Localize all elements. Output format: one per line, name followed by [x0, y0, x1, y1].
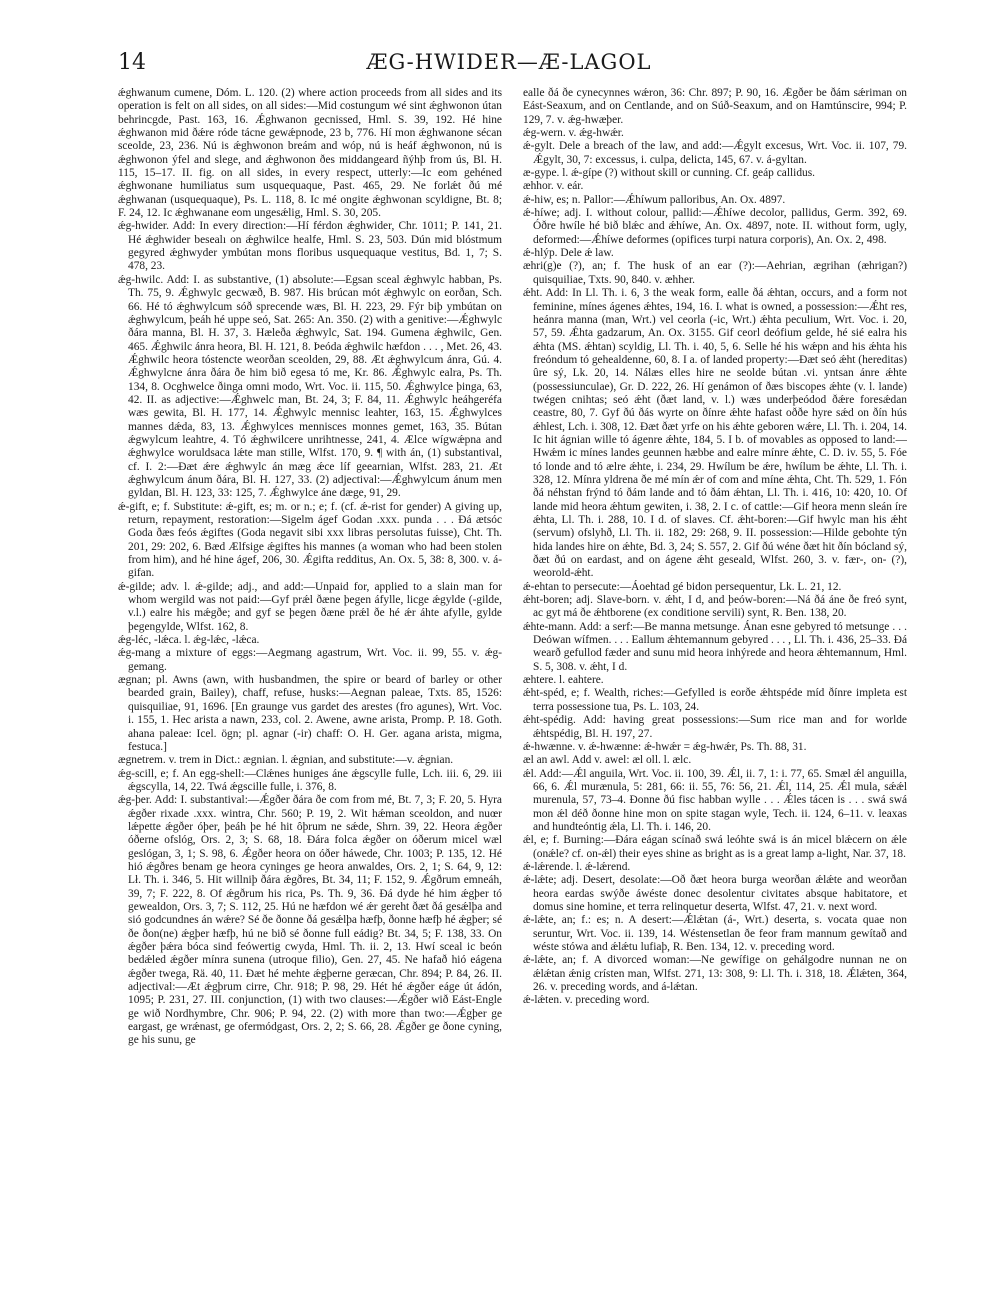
dictionary-entry: ǽ-lǽte; adj. Desert, desolate:—Oð ðæt heora burga weorðan ǽlǽte and weorðan heora eardas swýðe áwéste donec desolentur civitates absque habitatore, et domus sine homine, et terra relinquetur deserta, Wlfst. 47, 21. v. next word. [523, 874, 907, 913]
dictionary-entry: ǽg-scill, e; f. An egg-shell:—Clǽnes huniges áne ǽgscylle fulle, Lch. iii. 6, 29. iii ǽgscylla, 14, 22. Twá ǽgscille fulle, i. 376, 8. [118, 767, 502, 793]
dictionary-entry: ægnetrem. v. trem in Dict.: ægnian. l. ǽgnian, and substitute:—v. ǽgnian. [118, 754, 454, 767]
dictionary-entry: ǽ-ehtan to persecute:—Áoehtad gé bidon persequentur, Lk. L. 21, 12. [523, 580, 842, 593]
running-head: ÆG-HWIDER—Æ-LAGOL [366, 50, 652, 74]
dictionary-entry: ealle ðá ðe cynecynnes wǽron, 36: Chr. 897; P. 90, 16. Ǽgðer be ðám sǽriman on Eást-Seaxum, and on Centlande, and on Súð-Seaxum, and on Hamtúnscire, 994; P. 129, 7. v. ǽg-hwæþer. [523, 87, 907, 126]
dictionary-entry: ǽl, e; f. Burning:—Ðára eágan scínað swá leóhte swá is án micel blǽcern on ǽle (onǽle? cf. on-ǽl) their eyes shine as bright as is a great lamp a-light, Nar. 37, 18. [523, 834, 907, 860]
dictionary-entry: ǽg-hwilc. Add: I. as substantive, (1) absolute:—Egsan sceal ǽghwylc habban, Ps. Th. 75, 9. Ǽghwylc gecwæð, B. 987. His brúcan mót ǽghwylc on eorðan, Sch. 66. Hé tó ǽghwylcum sóð sprecende wæs, Bl. H. 223, 29. Fýr biþ ymbútan on ǽghwylcum, þeáh hé uppe seó, Sat. 265: An. 350. (2) with a genitive:—Ǽghwylc ðára manna, Bl. H. 37, 3. Hæleða ǽghwylc, Sat. 194. Gumena ǽghwilc, Gen. 465. Ǽghwilc ánra heora, Bl. H. 121, 8. Þeóda ǽghwilc hæfdon . . . , Met. 26, 43. Ǽghwilc heora tóstencte weorðan sceolden, 29, 88. Æt ǽghwylcum ánra, Gú. 4. Ǽghwylcne ánra ðára ðe him bið egesa tó me, Kr. 86. Ǽghwylc ealra, Ps. Th. 134, 8. Ocghwelce ðinga omni modo, Wrt. Voc. ii. 115, 50. Ǽghwylce þinga, 63, 42. II. as adjective:—Ǽghwelc man, Bt. 24, 3; F. 84, 11. Ǽghwylc heáhgeréfa wæs gewita, Bl. H. 177, 14. Ǽghwylc mennisc leahter, 163, 15. Ǽghwylces mannes dǽda, 83, 13. Ǽghwylces mennisces monnes gemet, 163, 35. Bútan ǽgwylcum leahtre, 4. Tó ǽghwilcere unrihtnesse, 241, 4. Ælce wígwǽpna and ǽghwylce woruldsaca lǽte man stille, Wlfst. 170, 9. ¶ with án, (1) substantival, cf. I. 2:—Ðæt ǽre ǽghwylc án mæg ǽce líf geearnian, Wlfst. 283, 21. Æt ǽghwylcum ánum ðára, Bl. H. 127, 33. (2) adjectival:—Ǽghwylcum ánum men gyldan, Bl. H. 123, 33: 125, 7. Ǽghwylce áne dæge, 91, 29. [118, 273, 502, 500]
dictionary-entry: ǽ-hwænne. v. ǽ-hwænne: ǽ-hwǽr = ǽg-hwǽr, Ps. Th. 88, 31. [523, 740, 807, 753]
dictionary-entry: ǽht-spédig. Add: having great possessions:—Sum rice man and for worlde ǽhtspédig, Bl. H. 197, 27. [523, 714, 907, 740]
dictionary-entry: æ-gype. l. ǽ-gípe (?) without skill or cunning. Cf. geáp callidus. [523, 167, 815, 180]
dictionary-entry: ǽ-lǽte, an; f. A divorced woman:—Ne gewífige on gehálgodre nunnan ne on ǽlǽtan ǽnig crísten man, Wlfst. 271, 13: 308, 9: Ll. Th. i. 318, 18. Ǽlǽten, 364, 26. v. preceding words, and á-lǽtan. [523, 954, 907, 994]
dictionary-entry: ǽhte-mann. Add: a serf:—Be manna metsunge. Ánan esne gebyred tó metsunge . . . Deówan wífmen. . . . Eallum ǽhtemannum gebyred . . . , Ll. Th. i. 436, 25–33. Ðá wearð gefullod fæder and sunu mid heora inhýrede and heora ǽhtemannum, Hml. S. 5, 308. v. ǽht, I d. [523, 620, 907, 673]
dictionary-entry: ǽg-hwider. Add: In every direction:—Hí férdon ǽghwider, Chr. 1011; P. 141, 21. Hé ǽghwider besealı on ǽghwilce healfe, Hml. S. 23, 503. Dún mid blóstmum gegyred ǽghwyder ymbútan mons floribus usquequaque vestitus, Bd. 1, 7; S. 478, 23. [118, 220, 502, 273]
dictionary-entry: æhri(g)e (?), an; f. The husk of an ear (?):—Aehrian, ægrihan (æhrigan?) quisquiliae, Txts. 90, 840. v. æhher. [523, 260, 907, 286]
dictionary-entry: ǽht. Add: In Ll. Th. i. 6, 3 the weak form, ealle ðá ǽhtan, occurs, and a form not feminine, mínes ágenes ǽhtes, 194, 16. I. what is owned, a possession:—Ǽht res, heánra manna (man, Wrt.) vel ceorla (-ic, Wrt.) ǽhta peculium, Wrt. Voc. i. 20, 57, 59. Ǽhta gadzarum, An. Ox. 3155. Gif ceorl deófium gelde, hé sié ealra his ǽhta (MS. ǽhtan) scyldig, Ll. Th. i. 40, 5, 6. Selle hé his wǽpn and his ǽhta his freóndum tó gehealdenne, 60, 8. I a. of landed property:—Ðæt seó ǽht (hereditas) ûre sý, Lk. 20, 14. Nálæs elles hire ne seolde bútan .vi. yntsan ánre ǽhte (possessiunculae), Gr. D. 222, 26. Hí genámon of ðæs biscopes ǽhte (v. l. lande) twégen cnihtas; seó ǽht (ðæt land, v. l.) wæs underþeódod ðǽre foresǽdan ceastre, 80, 7. Gyf ðú ðás wyrte on ðínre ǽhte hafast oððe hyre sǽd on ðín hús ǽhlest, Lch. i. 308, 12. Ðæt ðæt yrfe on his ǽhte geboren wǽre, Ll. Th. i. 204, 14. Ic hit ágnian wille tó ágenre ǽhte, 184, 5. I b. of movables as opposed to land:—Hwǽm ic mínes landes geunnen hæbbe and ealre mínre ǽhte, C. D. iv. 55, 5. Fóe tó londe and tó ælre ǽhte, i. 234, 29. Hwílum be ǽre, hwílum be ǽhte, Ll. Th. i. 328, 12. Mínra yldrena ðe mé mín ǽr of com and míne ǽhta, Cht. Th. 529, 1. Fón ðá néhstan frýnd tó ðám lande and tó ðám ǽhtan, Ll. Th. i. 416, 10: 420, 10. Of lande mid heora ǽhtum gewiten, i. 38, 2. I c. of cattle:—Gif heora menn sleán íre ǽhta, Ll. Th. i. 288, 10. I d. of slaves. Cf. ǽht-boren:—Gif hwylc man his ǽht (servum) ofslyhð, Ll. Th. ii. 182, 29: 268, 9. II. possession:—Hilde gebohte týn hida landes hire on ǽhte, Bd. 3, 24; S. 557, 2. Gif ðú wéne ðæt hit ðín bócland sý, ðæt ðú on eardast, and on ágene ǽht geseald, Wlfst. 260, 3. v. fær-, on- (?), weorold-ǽht. [523, 287, 907, 580]
dictionary-entry: æhhor. v. eár. [523, 180, 584, 193]
dictionary-entry: ǽ-lǽten. v. preceding word. [523, 994, 650, 1007]
dictionary-entry: ǽl. Add:—Ǽl anguila, Wrt. Voc. ii. 100, 39. Ǽl, ii. 7, 1: i. 77, 65. Smæl ǽl anguilla, 66, 6. Ǽl murænula, 5: 281, 66: ii. 55, 76: 56, 21. Ǽl, 114, 25. Ǽl mula, sǽǽl murenula, 57, 73–4. Ðonne ðú fisc habban wylle . . . Ǽles tácen is . . . swá swá mon ǽl déð ðonne hine mon on spite stagan wyle, Tech. ii. 124, 6–11. v. leaxas and hundteóntig ǽla, Ll. Th. i. 146, 20. [523, 767, 907, 833]
dictionary-entry: ǽht-boren; adj. Slave-born. v. ǽht, I d, and þeów-boren:—Ná ðá áne ðe freó synt, ac gyt má ðe ǽhtborene (ex conditione servili) synt, R. Ben. 138, 20. [523, 594, 907, 620]
dictionary-entry: ǽghwanum cumene, Dóm. L. 120. (2) where action proceeds from all sides and its operation is felt on all sides, on all sides:—Mid costungum wé sint ǽghwonon útan behrincgde, Past. 163, 16. Ǽghwanon gecnissed, Hml. S. 39, 192. Hé hine ǽghwanon mid ðǽre róde tácne gewǽpnode, 23 b, 776. Hí mon ǽghwanone sécan sceolde, 23, 236. Nú is ǽghwonon breám and wóp, nú is heáf ǽghwonon, nú is ǽghwonon ýfel and slege, and ǽghwonon ðes middangeard ñýhþ from ús, Bl. H. 115, 15–17. II. fig. on all sides, in every respect, utterly:—Ic eom gehéned ǽghwonane humiliatus sum usquequaque, Past. 465, 29. Ne forlǽt ðú mé ǽghwanan (usquequaque), Ps. L. 118, 8. Ic mé ongite ǽghwonan scyldigne, Bt. 8; F. 24, 12. Ic ǽghwanane eom ungesǽlig, Hml. S. 30, 205. [118, 87, 502, 220]
dictionary-entry: ǽ-hiw, es; n. Pallor:—Ǽhíwum palloribus, An. Ox. 4897. [523, 193, 786, 206]
dictionary-entry: ǽ-gilde; adv. l. ǽ-gilde; adj., and add:—Unpaid for, applied to a slain man for whom wergild was not paid:—Gyf prǽl ðæne þegen áfylle, licge ǽgylde (-gilde, v.l.) ealre his mǽgðe; and gyf se þegen ðæne prǽl ðe hé ǽr áhte afylle, gylde þegengylde, Wlfst. 162, 8. [118, 580, 502, 633]
dictionary-entry: ǽg-þer. Add: I. substantival:—Ǽgðer ðára ðe com from mé, Bt. 7, 3; F. 20, 5. Hyra ǽgðer rixade .xxx. wintra, Chr. 560; P. 19, 2. Wit hǽman sceoldon, and nuœr lǽpette ǽgðer óþer, þeáh þe hé hit ôþrum ne sǽde, Shrn. 39, 22. Heora ǽgðer óðerne ofslóg, Ors. 2, 3; S. 68, 18. Ðára folca ǽgðer on óðerum micel wæl geslógan, 3, 1; S. 98, 6. Ǽgðer heora on óðer háwede, Chr. 1003; P. 135, 12. Hé hió ǽgðres benam ge heora cyninges ge heora anwaldes, Ors. 2, 1; S. 64, 9, 12: Lł. Th. i. 346, 5. Hit willniþ ðára ǽgðres, Bt. 34, 11; F. 152, 9. Ǽgðrum emneáh, 39, 7; F. 222, 8. Of ǽgðrum his rica, Ps. Th. 9, 36. Ðá dyde hé him ǽgþer tó gewealdon, Ors. 3, 7; S. 112, 25. Hú ne hæfdon wé ǽr gereht ðæt ðá gesǽlþa and sió godcundnes án wǽre? Sé ðe ðonne ðá gesǽlþa hæfþ, ðonne hæfþ hé ǽgþer; sé ðe ðon(ne) ǽgþer hæfþ, hú ne bið sé ðonne full eádig? Bt. 34, 5; F. 138, 33. On ǽgðer þǽra bóca sind feówertig cwyda, Hml. Th. ii. 2, 13. Hwí sceal ic beón bedǽled ǽgðer mínra sunena (utroque filio), Gen. 27, 45. Ne hafað hió eágena ǽgðer twega, Rä. 40, 11. Ðæt hé mehte ǽgþerne geræcan, Chr. 894; P. 84, 26. II. adjectival:—Æt ǽgþrum cirre, Chr. 918; P. 98, 29. Hét hé ǽgðer eáge út ádón, 1095; P. 231, 27. III. conjunction, (1) with two clauses:—Ǽgðer wið Eást-Engle ge wið Nordhymbre, Chr. 906; P. 94, 22. (2) with more than two:—Ǽgþer ge eargast, ge wrǽnast, ge ofermódgast, Ors. 2, 2; S. 66, 28. Ǽgðer ge ðone cyning, ge his sunu, ge [118, 794, 502, 1047]
dictionary-entry: ǽ-lǽte, an; f.: es; n. A desert:—Ǽlǽtan (á-, Wrt.) deserta, s. vocata quae non seruntur, Wrt. Voc. ii. 139, 14. Wéstensetlan ðe feor fram mannum gewítað and wéste stówa and ǽlǽtu lufiaþ, R. Ben. 134, 12. v. preceding word. [523, 914, 907, 953]
page-number: 14 [118, 50, 146, 75]
dictionary-entry: ǽ-gift, e; f. Substitute: ǽ-gift, es; m. or n.; e; f. (cf. ǽ-rist for gender) A giving up, return, repayment, restoration:—Sigelm ágef Godan .xxx. punda . . . Ðá ætsóc Goda ðæs feós ǽgiftes (Goda negavit sibi xxx libras persolutas fuisse), Cht. Th. 201, 29: 202, 6. Bæd Ælfsige ǽgiftes his mannes (a woman who had been stolen from him), and hé hine ágef, 206, 30. Ǽgifta redditus, An. Ox. 5, 38: 8, 300. v. á-gifan. [118, 500, 502, 580]
page-header [118, 50, 900, 80]
dictionary-entry: ǽg-léc, -lǽca. l. ǽg-lǽc, -lǽca. [118, 634, 260, 647]
dictionary-entry: ǽ-gylt. Dele a breach of the law, and add:—Ǽgylt excesus, Wrt. Voc. ii. 107, 79. Ǽgylt, 30, 7: excessus, i. culpa, delicta, 145, 67. v. á-gyltan. [523, 140, 907, 166]
dictionary-entry: ǽht-spéd, e; f. Wealth, riches:—Gefylled is eorðe ǽhtspéde míd ðínre impleta est terra possessione tua, Ps. L. 103, 24. [523, 687, 907, 713]
left-column [118, 87, 502, 1299]
dictionary-entry: ǽ-hlýp. Dele ǽ law. [523, 247, 614, 260]
right-column [523, 87, 907, 1299]
dictionary-entry: ǽg-mang a mixture of eggs:—Aegmang agastrum, Wrt. Voc. ii. 99, 55. v. ǽg-gemang. [118, 647, 502, 673]
dictionary-columns [118, 87, 908, 1299]
dictionary-entry: æhtere. l. eahtere. [523, 674, 604, 687]
dictionary-entry: ægnan; pl. Awns (awn, with husbandmen, the spire or beard of barley or other bearded grain, Bailey), chaff, refuse, husks:—Aegnan paleae, Txts. 85, 1526: quisquiliae, 91, 1696. [En graunge vus gardet des arestes (fro agunes), Wrt. Voc. i. 155, 1. Hec arista a nawn, 233, col. 2. Awene, awne arista, Promp. P. 18. Goth. ahana paleae: Icel. ögn; pl. agnar (-ir) chaff: O. H. Ger. agana arista, migma, festuca.] [118, 674, 502, 753]
dictionary-entry: ǽ-híwe; adj. I. without colour, pallid:—Ǽhíwe decolor, pallidus, Germ. 392, 69. Óðre hwíle hé bið blǽc and ǽhíwe, An. Ox. 4897, note. II. without form, ugly, deformed:—Ǽhíwe deformes (opifices turpi natura corporis), An. Ox. 2, 498. [523, 207, 907, 246]
dictionary-entry: æl an awl. Add v. awel: æl oll. l. ælc. [523, 754, 692, 767]
dictionary-entry: ǽ-lǽrende. l. ǽ-lǽrend. [523, 860, 631, 873]
dictionary-entry: ǽg-wern. v. ǽg-hwǽr. [523, 127, 624, 140]
